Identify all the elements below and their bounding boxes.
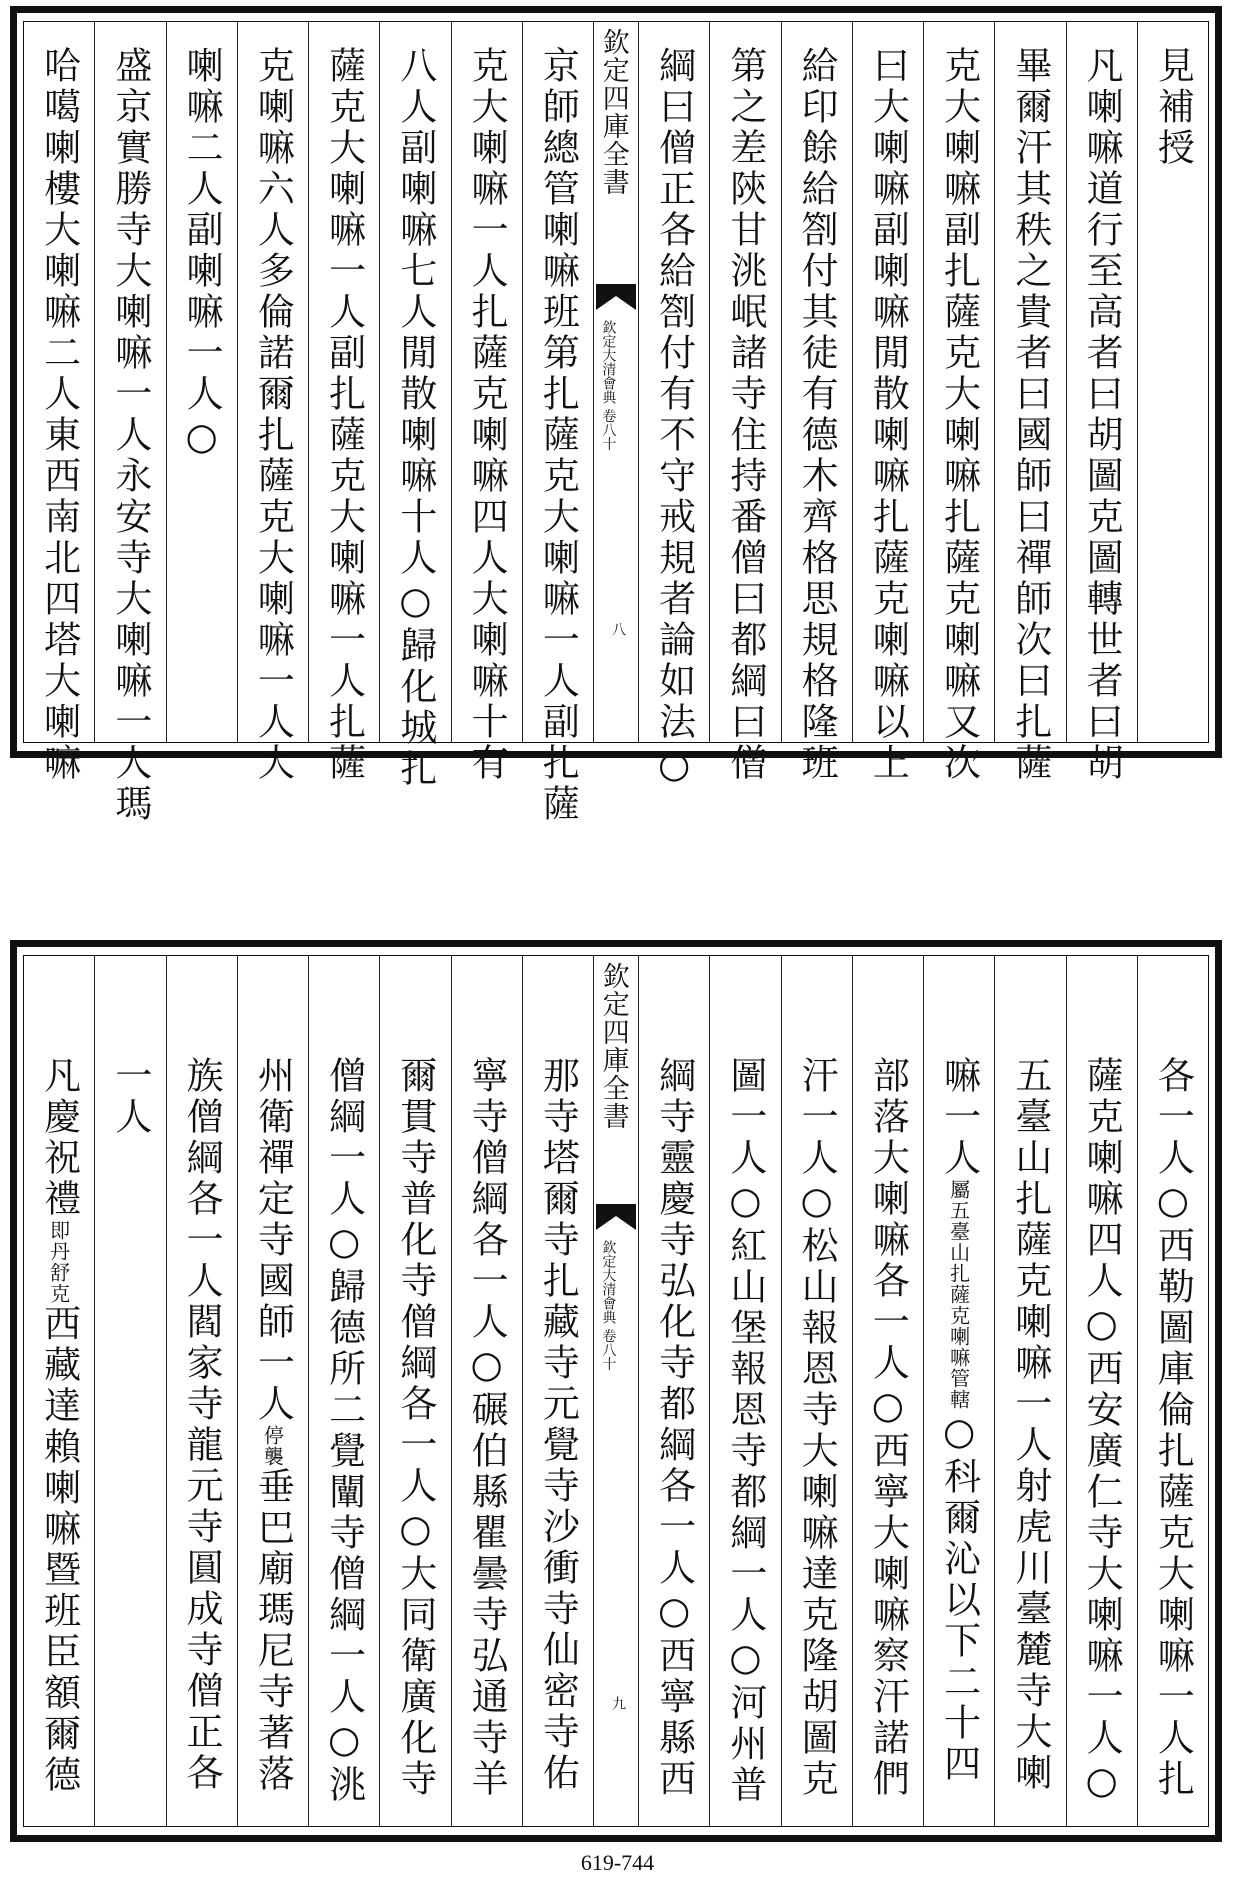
column-text: 克大喇嘛一人扎薩克喇嘛四人大喇嘛十有: [465, 46, 509, 784]
column-text: 族僧綱各一人閻家寺龍元寺圓成寺僧正各: [180, 1056, 224, 1794]
column-text: 部落大喇嘛各一人○西寧大喇嘛察汗諾們: [866, 1056, 910, 1800]
chapter-label: 欽定大清會典 卷八十: [600, 320, 617, 451]
text-column: [522, 22, 593, 825]
fishtail-mark-icon: [596, 284, 636, 310]
text-column: [1137, 956, 1208, 1826]
column-text: 爾貫寺普化寺僧綱各一人○大同衛廣化寺: [393, 1056, 437, 1800]
column-tail-text: ○科爾沁以下二十四: [937, 1410, 981, 1785]
text-column: [237, 22, 308, 784]
text-column: [781, 22, 852, 784]
text-column: [1066, 22, 1137, 784]
column-text: 喇嘛二人副喇嘛一人○: [180, 46, 224, 462]
book-title: 欽定四庫全書: [597, 962, 629, 1130]
text-column: [94, 22, 165, 825]
text-column: [166, 956, 237, 1826]
column-text: 克喇嘛六人多倫諾爾扎薩克大喇嘛一人大: [251, 46, 295, 784]
text-column: [308, 22, 379, 784]
top-page-frame: [23, 21, 1209, 825]
page-footer-number: 619-744: [580, 1850, 655, 1875]
text-column: [379, 22, 450, 790]
interlinear-note: 即丹舒克: [46, 1220, 71, 1304]
column-text: 汗一人○松山報恩寺大喇嘛達克隆胡圖克: [795, 1056, 839, 1800]
column-main-text: 州衛禪定寺國師一人: [251, 1056, 295, 1425]
column-text: 哈噶喇樓大喇嘛二人東西南北四塔大喇嘛: [37, 46, 81, 784]
text-column: [923, 22, 994, 784]
text-column: [709, 956, 780, 1826]
text-column: [166, 22, 237, 742]
column-text: 盛京實勝寺大喇嘛一人永安寺大喇嘛一人瑪: [108, 46, 152, 825]
fishtail-mark-icon: [596, 1204, 636, 1230]
text-column: [451, 22, 522, 784]
text-column: [994, 956, 1065, 1826]
text-column: [923, 956, 994, 1826]
text-column: [852, 956, 923, 1826]
column-text: 綱曰僧正各給劄付有不守戒規者論如法○: [652, 46, 696, 790]
column-text: [251, 956, 295, 1826]
text-column: [781, 956, 852, 1826]
text-column: [24, 956, 94, 1826]
text-column: [237, 956, 308, 1826]
text-column: [308, 956, 379, 1826]
text-column: [522, 956, 593, 1826]
book-title: 欽定四庫全書: [597, 28, 629, 196]
interlinear-note: 屬五臺山扎薩克喇嘛管轄: [946, 1179, 971, 1410]
text-column: [638, 956, 709, 1826]
column-text: 給印餘給劄付其徒有德木齊格思規格隆班: [795, 46, 839, 784]
column-text: 綱寺靈慶寺弘化寺都綱各一人○西寧縣西: [652, 1056, 696, 1800]
bottom-page: [10, 940, 1222, 1842]
chapter-label: 欽定大清會典 卷八十: [600, 1240, 617, 1371]
column-text: 八人副喇嘛七人閒散喇嘛十人○歸化城扎: [393, 46, 437, 790]
text-column: [994, 22, 1065, 784]
column-text: 一人: [108, 1056, 152, 1138]
column-main-text: 嘛一人: [937, 1056, 981, 1179]
column-text: 曰大喇嘛副喇嘛閒散喇嘛扎薩克喇嘛以上: [866, 46, 910, 784]
text-column: [1066, 956, 1137, 1826]
column-text: 畢爾汗其秩之貴者曰國師曰禪師次曰扎薩: [1008, 46, 1052, 784]
column-text: 京師總管喇嘛班第扎薩克大喇嘛一人副扎薩: [536, 46, 580, 825]
text-column: [451, 956, 522, 1826]
column-text: 克大喇嘛副扎薩克大喇嘛扎薩克喇嘛又次: [937, 46, 981, 784]
column-tail-text: 西藏達賴喇嘛暨班臣額爾德: [37, 1304, 81, 1796]
column-text: 第之差陝甘洮岷諸寺住持番僧曰都綱曰僧: [723, 46, 767, 784]
top-page: [10, 6, 1222, 825]
text-column: [638, 22, 709, 790]
column-text: [937, 956, 981, 1826]
column-text: 那寺塔爾寺扎藏寺元覺寺沙衝寺仙密寺佑: [536, 1056, 580, 1794]
column-text: 圖一人○紅山堡報恩寺都綱一人○河州普: [723, 1056, 767, 1806]
column-text: 薩克喇嘛四人○西安廣仁寺大喇嘛一人○: [1080, 1056, 1124, 1806]
center-fold-column: [593, 22, 638, 742]
column-text: 五臺山扎薩克喇嘛一人射虎川臺麓寺大喇: [1008, 1056, 1052, 1794]
column-main-text: 凡慶祝禮: [37, 1056, 81, 1220]
bottom-page-frame: [23, 955, 1209, 1827]
column-text: 見補授: [1151, 46, 1195, 169]
text-column: [1137, 22, 1208, 742]
interlinear-note: 停襲: [260, 1425, 285, 1467]
column-tail-text: 垂巴廟瑪尼寺著落: [251, 1467, 295, 1795]
text-column: [852, 22, 923, 784]
column-text: 薩克大喇嘛一人副扎薩克大喇嘛一人扎薩: [322, 46, 366, 784]
text-column: [24, 22, 94, 784]
column-text: 僧綱一人○歸德所二覺闡寺僧綱一人○洮: [322, 1056, 366, 1806]
folio-number: 八: [610, 622, 626, 636]
column-text: 寧寺僧綱各一人○碾伯縣瞿曇寺弘通寺羊: [465, 1056, 509, 1800]
column-text: 各一人○西勒圖庫倫扎薩克大喇嘛一人扎: [1151, 1056, 1195, 1800]
center-fold-column: [593, 956, 638, 1826]
text-column: [709, 22, 780, 784]
text-column: [379, 956, 450, 1826]
column-text: 凡喇嘛道行至高者曰胡圖克圖轉世者曰胡: [1080, 46, 1124, 784]
column-text: [37, 956, 81, 1826]
folio-number: 九: [610, 1696, 626, 1710]
text-column: [94, 956, 165, 1826]
